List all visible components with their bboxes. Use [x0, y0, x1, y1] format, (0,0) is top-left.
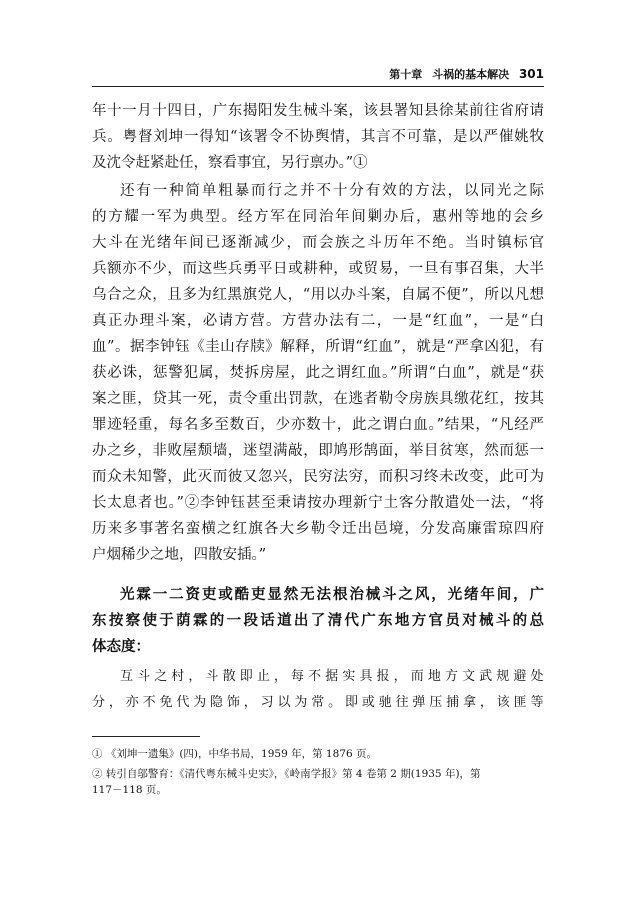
footnote-continuation: 117－118 页。	[92, 784, 167, 796]
text-line: 乌合之众，且多为红黑旗党人，“用以办斗案，自属不便”，所以凡想	[92, 287, 544, 303]
text-line: 兵额亦不少，而这些兵勇平日或耕种，或贸易，一旦有事召集，大半	[92, 261, 544, 277]
text-line: 东按察使于荫霖的一段话道出了清代广东地方官员对械斗的总	[92, 612, 544, 629]
text-line: 户烟稀少之地，四散安插。”	[92, 547, 267, 563]
text-line: 光霖一二资吏或酷吏显然无法根治械斗之风，光绪年间，广	[120, 586, 544, 603]
text-line: 办之乡，非败屋颓墙，迷望满敲，即鸠形鹄面，举目贫寒，然而惩一	[92, 443, 544, 459]
text-line: 案之匪，贷其一死，责令重出罚款，在逃者勒令房族具缴花红，按其	[92, 391, 544, 407]
text-line: 罪迹轻重，每名多至数百，少亦数十，此之谓白血。”结果，“凡经严	[92, 417, 544, 433]
quote-line: 互斗之村，斗散即止，每不据实具报，而地方文武规避处	[120, 669, 544, 684]
text-line: 获必诛，惩警犯属，焚拆房屋，此之谓红血。”所谓“白血”，就是“获	[92, 365, 544, 381]
text-line: 年十一月十四日，广东揭阳发生械斗案，该县署知县徐某前往省府请	[92, 103, 544, 119]
footnote: ① 《刘坤一遗集》(四)，中华书局，1959 年，第 1876 页。	[92, 748, 377, 760]
chapter-title: 斗祸的基本解决	[432, 68, 510, 81]
text-line: 兵。粤督刘坤一得知“该署令不协舆情，其言不可靠，是以严催姚牧	[92, 129, 544, 145]
quote-line: 分，亦不免代为隐饰，习以为常。即或驰往弹压捕拿，该匪等	[92, 695, 544, 710]
text-line: 及沈令赶紧赴任，察看事宜，另行禀办。”①	[92, 155, 368, 171]
running-header	[92, 66, 544, 87]
text-line: 还有一种简单粗暴而行之并不十分有效的方法，以同光之际	[120, 183, 544, 199]
page-number: 301	[518, 67, 544, 81]
text-line: 长太息者也。”②李钟钰甚至秉请按办理新宁土客分散遣处一法，“将	[92, 495, 544, 511]
text-line: 大斗在光绪年间已逐渐减少，而会族之斗历年不绝。当时镇标官	[92, 235, 544, 251]
chapter-number: 第十章	[389, 68, 423, 81]
text-line: 的方耀一军为典型。经方军在同治年间剿办后，惠州等地的会乡	[92, 209, 544, 225]
text-line: 体态度：	[92, 638, 150, 655]
text-line: 而众未知警，此灭而彼又忽兴，民穷法穷，而积习终未改变，此可为	[92, 469, 544, 485]
text-line: 历来多事著名蛮横之红旗各大乡勒令迁出邑境，分发高廉雷琼四府	[92, 521, 544, 537]
footnote-divider	[92, 736, 200, 737]
text-line: 真正办理斗案，必请方营。方营办法有二，一是“红血”，一是“白	[92, 313, 544, 329]
footnote: ② 转引自邬警育：《清代粤东械斗史实》，《岭南学报》第 4 卷第 2 期(1935 年)，第	[92, 768, 481, 780]
text-line: 血”。据李钟钰《圭山存牍》解释，所谓“红血”，就是“严拿凶犯，有	[92, 339, 544, 355]
